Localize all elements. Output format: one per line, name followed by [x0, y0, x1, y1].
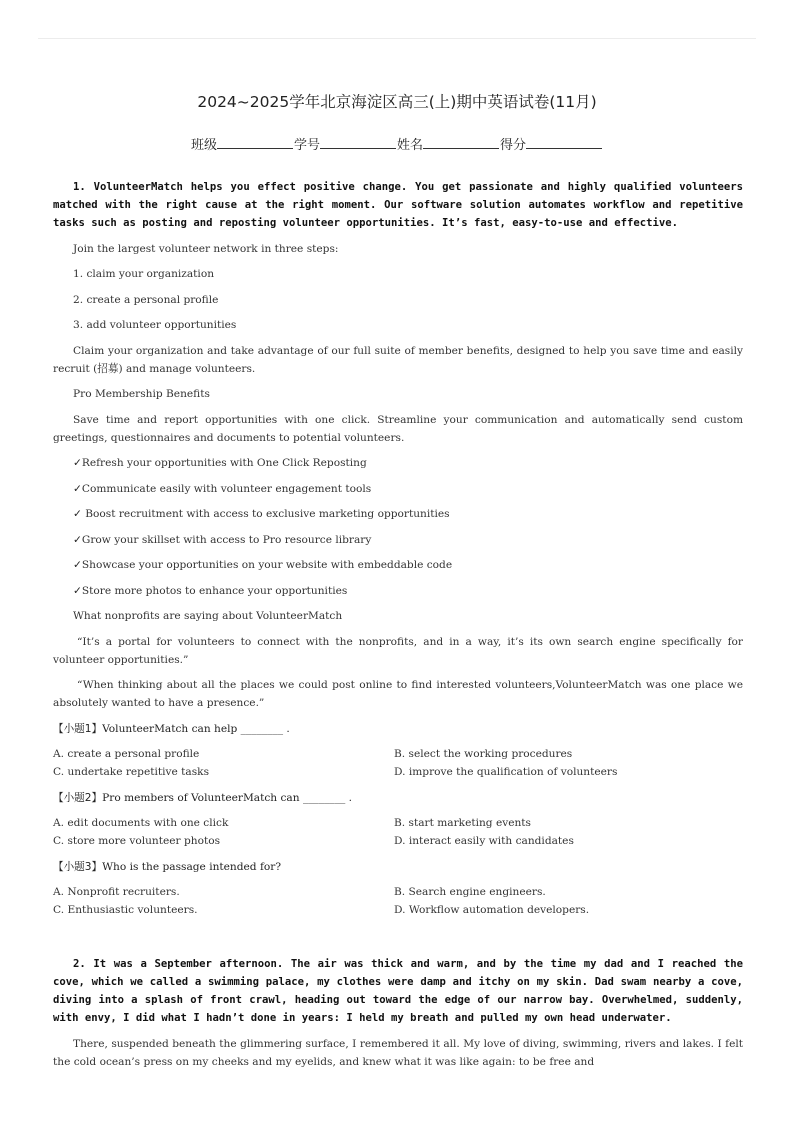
name-label: 姓名 [397, 138, 424, 153]
question-stem: Pro members of VolunteerMatch can ________ . [102, 791, 353, 804]
step-item: 1. claim your organization [73, 268, 215, 280]
option-b[interactable]: B. start marketing events [394, 817, 531, 829]
benefit-text: Store more photos to enhance your opportunities [81, 584, 348, 597]
question-number: 【小题1】 [53, 722, 103, 735]
check-icon: ✓ [73, 457, 82, 469]
passage2-intro: 2. It was a September afternoon. The air was thick and warm, and by the time my dad and I reached the cove, which we called a swimming palace, my clothes were damp and itchy on my skin. Dad swam nearby a cove, diving into a splash of front crawl, heading out toward the edge of our narrow bay. Overwhelmed, suddenly, with envy, I did what I hadn’t done in years: I held my breath and pulled my own head underwater. [53, 958, 743, 1024]
question-2-options [53, 814, 743, 850]
benefit-text: Showcase your opportunities on your website with embeddable code [81, 559, 453, 571]
benefit-item [53, 454, 743, 472]
step-item: 2. create a personal profile [73, 293, 219, 306]
check-icon: ✓ [73, 508, 82, 520]
class-blank [217, 136, 293, 149]
class-label: 班级 [190, 138, 217, 153]
benefit-item [53, 480, 743, 498]
benefit-item [53, 531, 743, 549]
claim-paragraph: Claim your organization and take advantage of our full suite of member benefits, designed to help you save time and easily recruit (招募) and manage volunteers. [53, 344, 743, 375]
option-b[interactable]: B. Search engine engineers. [394, 886, 546, 898]
passage1-intro: 1. VolunteerMatch helps you effect positive change. You get passionate and highly qualified volunteers matched with the right cause at the right moment. Our software solution automates workflow and repetitive tasks such as posting and reposting volunteer opportunities. It’s fast, easy-to-use and effective. [53, 181, 743, 229]
option-d[interactable]: D. interact easily with candidates [394, 835, 574, 847]
question-3 [53, 858, 743, 876]
option-a[interactable]: A. create a personal profile [53, 748, 200, 760]
question-1-options [53, 745, 743, 781]
question-stem: Who is the passage intended for? [102, 860, 281, 873]
page-title: 2024~2025学年北京海淀区高三(上)期中英语试卷(11月) [197, 93, 597, 111]
question-stem: VolunteerMatch can help ________ . [102, 722, 290, 735]
nonprofits-heading: What nonprofits are saying about VolunteerMatch [73, 610, 343, 622]
join-line: Join the largest volunteer network in three steps: [73, 242, 339, 255]
option-c[interactable]: C. store more volunteer photos [53, 835, 221, 847]
check-icon: ✓ [73, 584, 82, 597]
benefit-text: Communicate easily with volunteer engagement tools [81, 482, 372, 495]
benefit-item [53, 505, 743, 523]
check-icon: ✓ [73, 482, 82, 495]
option-c[interactable]: C. Enthusiastic volunteers. [53, 904, 198, 916]
benefit-text: Refresh your opportunities with One Click Reposting [81, 457, 367, 469]
benefit-item [53, 582, 743, 600]
save-paragraph: Save time and report opportunities with one click. Streamline your communication and automatically send custom greetings, questionnaires and documents to potential volunteers. [53, 413, 743, 444]
score-blank [526, 136, 602, 149]
quote: “It’s a portal for volunteers to connect with the nonprofits, and in a way, it’s its own search engine specifically for volunteer opportunities.” [53, 635, 743, 666]
question-number: 【小题2】 [53, 791, 103, 804]
option-a[interactable]: A. Nonprofit recruiters. [53, 886, 180, 898]
question-3-options [53, 883, 743, 919]
benefit-item [53, 556, 743, 574]
student-id-blank [320, 136, 396, 149]
question-2 [53, 789, 743, 807]
score-label: 得分 [500, 138, 527, 153]
check-icon: ✓ [73, 533, 82, 546]
option-b[interactable]: B. select the working procedures [394, 748, 573, 760]
student-id-label: 学号 [293, 138, 320, 153]
passage2-paragraph: There, suspended beneath the glimmering surface, I remembered it all. My love of diving, swimming, rivers and lakes. I felt the cold ocean’s press on my cheeks and my eyelids, and knew what it was like again: to be free and [53, 1037, 743, 1068]
benefit-text: Grow your skillset with access to Pro resource library [81, 533, 372, 546]
option-c[interactable]: C. undertake repetitive tasks [53, 766, 210, 778]
pro-heading: Pro Membership Benefits [73, 388, 210, 400]
question-1 [53, 720, 743, 738]
student-info-line [0, 134, 794, 153]
step-item: 3. add volunteer opportunities [73, 319, 237, 331]
check-icon: ✓ [73, 559, 82, 571]
top-divider [38, 38, 756, 39]
question-number: 【小题3】 [53, 860, 103, 873]
name-blank [423, 136, 499, 149]
option-d[interactable]: D. Workflow automation developers. [394, 904, 590, 916]
quote: “When thinking about all the places we could post online to find interested volunteers,VolunteerMatch was one place we absolutely wanted to have a presence.” [53, 679, 743, 709]
benefit-text: Boost recruitment with access to exclusive marketing opportunities [81, 508, 450, 520]
exam-content [53, 178, 743, 1071]
option-d[interactable]: D. improve the qualification of volunteers [394, 766, 618, 778]
option-a[interactable]: A. edit documents with one click [53, 817, 229, 829]
